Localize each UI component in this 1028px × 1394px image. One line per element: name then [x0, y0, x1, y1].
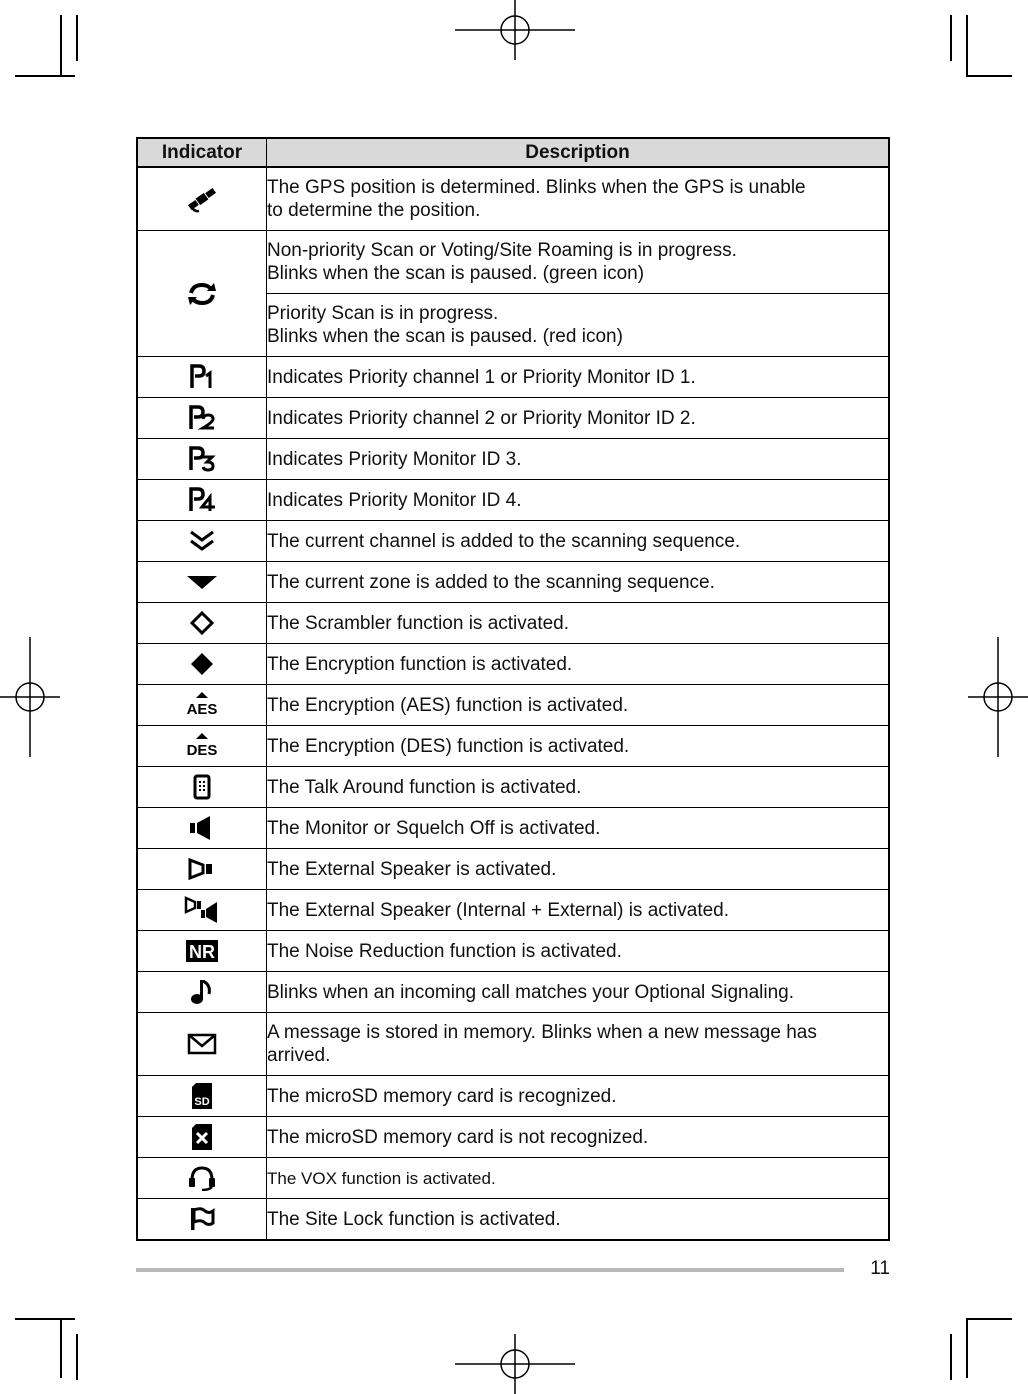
description-text: Blinks when the scan is paused. (green icon): [267, 263, 645, 284]
table-row: [137, 1076, 889, 1117]
indicator-table: [136, 137, 890, 1241]
description-text: The Encryption function is activated.: [267, 644, 890, 685]
description-text: arrived.: [267, 1045, 331, 1066]
description-text: The Site Lock function is activated.: [267, 1199, 890, 1241]
description-text: The External Speaker (Internal + External) is activated.: [267, 890, 890, 931]
table-row: [137, 1117, 889, 1158]
table-row: [137, 1013, 889, 1076]
internal-external-speaker-icon: [137, 890, 267, 931]
table-row: [137, 398, 889, 439]
table-row: [137, 439, 889, 480]
description-text: The Monitor or Squelch Off is activated.: [267, 808, 890, 849]
priority-4-icon: [137, 480, 267, 521]
description-text: Priority Scan is in progress.: [267, 303, 499, 324]
flag-icon: [137, 1199, 267, 1241]
description-text: The current zone is added to the scanning sequence.: [267, 562, 890, 603]
description-text: The Talk Around function is activated.: [267, 767, 890, 808]
crop-mark: [966, 1318, 1012, 1320]
crop-mark: [76, 15, 78, 61]
table-row: [137, 808, 889, 849]
description-text: A message is stored in memory. Blinks when a new message has: [267, 1022, 817, 1043]
description-text: The Encryption (DES) function is activated.: [267, 726, 890, 767]
table-row: [137, 480, 889, 521]
diamond-outline-icon: [137, 603, 267, 644]
page-number: 11: [870, 1258, 890, 1279]
table-row: [137, 1199, 889, 1241]
description-text: Blinks when an incoming call matches your Optional Signaling.: [267, 972, 890, 1013]
envelope-icon: [137, 1013, 267, 1076]
triangle-down-icon: [137, 562, 267, 603]
description-text: The microSD memory card is recognized.: [267, 1076, 890, 1117]
description-text: Indicates Priority channel 2 or Priority Monitor ID 2.: [267, 398, 890, 439]
table-row: [137, 521, 889, 562]
table-row: [137, 931, 889, 972]
crop-mark: [76, 1334, 78, 1380]
priority-2-icon: [137, 398, 267, 439]
crop-mark: [15, 75, 75, 77]
external-speaker-icon: [137, 849, 267, 890]
registration-mark-right: [968, 637, 1028, 757]
svg-text:AES: AES: [186, 701, 218, 718]
des-icon: [137, 726, 267, 767]
sd-card-error-icon: [137, 1117, 267, 1158]
registration-mark-top: [455, 0, 575, 60]
svg-text:NR: NR: [189, 942, 215, 962]
aes-icon: [137, 685, 267, 726]
table-row: [137, 972, 889, 1013]
crop-mark: [60, 1318, 62, 1378]
description-text: Indicates Priority Monitor ID 4.: [267, 480, 890, 521]
description-text: The Scrambler function is activated.: [267, 603, 890, 644]
description-text: The microSD memory card is not recognized.: [267, 1117, 890, 1158]
noise-reduction-icon: [137, 931, 267, 972]
table-row: [137, 767, 889, 808]
crop-mark: [60, 15, 62, 75]
priority-3-icon: [137, 439, 267, 480]
svg-text:DES: DES: [186, 742, 218, 759]
svg-text:SD: SD: [194, 1096, 210, 1108]
description-text: Non-priority Scan or Voting/Site Roaming is in progress.: [267, 240, 737, 261]
crop-mark: [966, 15, 968, 75]
crop-mark: [966, 1318, 968, 1378]
registration-mark-left: [0, 637, 60, 757]
table-row: [137, 167, 889, 231]
description-text: The External Speaker is activated.: [267, 849, 890, 890]
gps-satellite-icon: [137, 167, 267, 231]
double-chevron-down-icon: [137, 521, 267, 562]
table-row: [137, 644, 889, 685]
header-indicator: Indicator: [137, 138, 267, 167]
crop-mark: [950, 15, 952, 61]
description-text: The VOX function is activated.: [267, 1168, 496, 1188]
registration-mark-bottom: [455, 1334, 575, 1394]
description-cell: [267, 294, 890, 357]
table-header-row: [137, 138, 889, 167]
speaker-icon: [137, 808, 267, 849]
description-cell: [267, 231, 890, 294]
description-text: Blinks when the scan is paused. (red icon): [267, 326, 623, 347]
footer-rule: [136, 1268, 844, 1272]
diamond-filled-icon: [137, 644, 267, 685]
description-cell: [267, 167, 890, 231]
description-cell: [267, 1013, 890, 1076]
header-description: Description: [267, 138, 890, 167]
description-text: The current channel is added to the scanning sequence.: [267, 521, 890, 562]
description-text: The Noise Reduction function is activated.: [267, 931, 890, 972]
priority-1-icon: [137, 357, 267, 398]
table-row: [137, 726, 889, 767]
table-row: [137, 1158, 889, 1199]
table-row: [137, 849, 889, 890]
music-note-icon: [137, 972, 267, 1013]
description-text: Indicates Priority channel 1 or Priority Monitor ID 1.: [267, 357, 890, 398]
headset-icon: [137, 1158, 267, 1199]
sd-card-icon: [137, 1076, 267, 1117]
table-row: [137, 603, 889, 644]
talk-around-icon: [137, 767, 267, 808]
crop-mark: [950, 1334, 952, 1380]
table-row: [137, 685, 889, 726]
description-cell: [267, 1158, 890, 1199]
table-row: [137, 890, 889, 931]
table-row: [137, 231, 889, 294]
description-text: The GPS position is determined. Blinks when the GPS is unable: [267, 177, 806, 198]
description-text: The Encryption (AES) function is activated.: [267, 685, 890, 726]
description-text: Indicates Priority Monitor ID 3.: [267, 439, 890, 480]
description-text: to determine the position.: [267, 200, 481, 221]
crop-mark: [966, 75, 1012, 77]
scan-arrows-icon: [137, 231, 267, 357]
table-row: [137, 357, 889, 398]
crop-mark: [15, 1318, 75, 1320]
table-row: [137, 562, 889, 603]
